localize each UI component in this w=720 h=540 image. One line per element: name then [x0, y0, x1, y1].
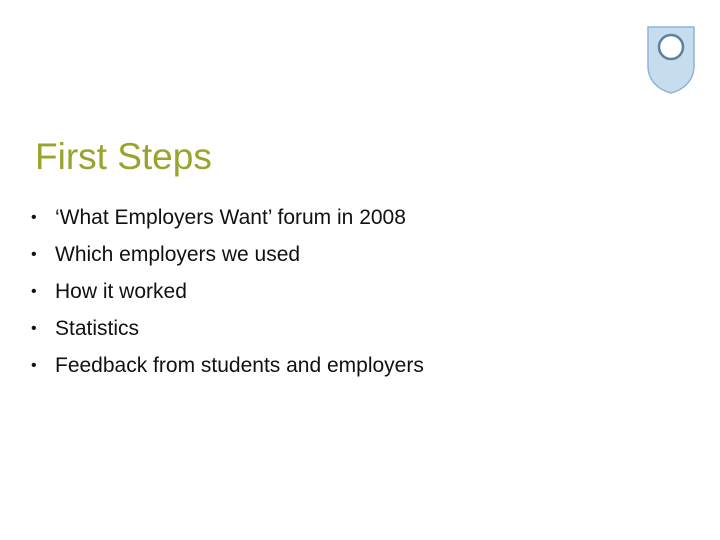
bullet-icon: • [31, 246, 37, 263]
shield-logo-icon [647, 26, 695, 94]
bullet-text: Which employers we used [55, 243, 301, 266]
slide-title: First Steps [35, 136, 212, 177]
bullet-text: Feedback from students and employers [55, 354, 424, 377]
bullet-text: ‘What Employers Want’ forum in 2008 [55, 206, 406, 229]
shield-circle [659, 35, 683, 59]
bullet-text: Statistics [55, 317, 140, 340]
bullet-icon: • [31, 283, 37, 300]
bullet-text: How it worked [55, 280, 187, 303]
bullet-icon: • [31, 209, 37, 226]
bullet-icon: • [31, 320, 37, 337]
bullet-icon: • [31, 357, 37, 374]
